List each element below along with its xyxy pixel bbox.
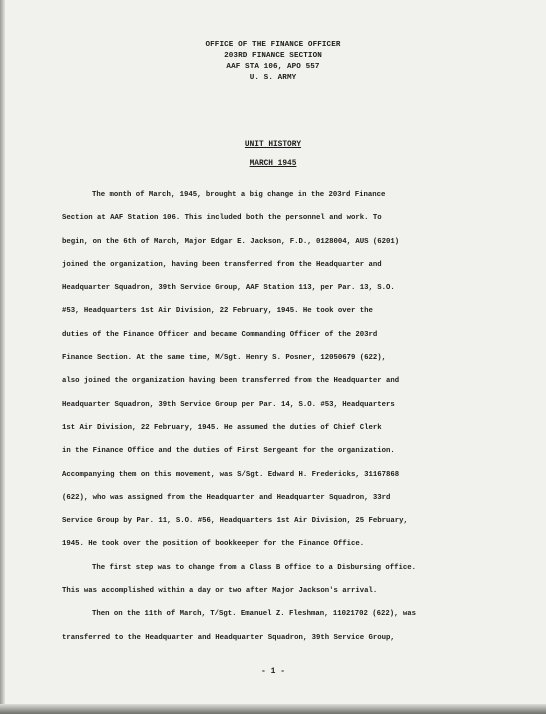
letterhead — [0, 40, 546, 84]
body-line: transferred to the Headquarter and Headquarter Squadron, 39th Service Group, — [62, 633, 395, 642]
body-line: This was accomplished within a day or two after Major Jackson's arrival. — [62, 587, 378, 596]
body-line: joined the organization, having been transferred from the Headquarter and — [62, 260, 382, 269]
body-line: The first step was to change from a Class B office to a Disbursing office. — [92, 563, 417, 572]
page-number: - 1 - — [260, 667, 285, 676]
letterhead-line-station: AAF STA 106, APO 557 — [226, 63, 320, 71]
letterhead-line-section: 203RD FINANCE SECTION — [224, 52, 322, 60]
document-month: MARCH 1945 — [249, 160, 297, 168]
body-line: in the Finance Office and the duties of First Sergeant for the organization. — [62, 447, 395, 456]
document-title: UNIT HISTORY — [244, 141, 302, 149]
title-block — [0, 136, 546, 174]
letterhead-line-office: OFFICE OF THE FINANCE OFFICER — [205, 41, 341, 49]
body-line: begin, on the 6th of March, Major Edgar E. Jackson, F.D., 0128004, AUS (6201) — [62, 237, 400, 246]
body-line: 1945. He took over the position of bookkeeper for the Finance Office. — [62, 540, 365, 549]
body-line: Headquarter Squadron, 39th Service Group per Par. 14, S.O. #53, Headquarters — [62, 400, 395, 409]
body-line: Then on the 11th of March, T/Sgt. Emanuel Z. Fleshman, 11021702 (622), was — [92, 610, 417, 619]
body-line: Headquarter Squadron, 39th Service Group, AAF Station 113, per Par. 13, S.O. — [62, 284, 395, 293]
body-line: (622), who was assigned from the Headquarter and Headquarter Squadron, 33rd — [62, 493, 391, 502]
letterhead-line-army: U. S. ARMY — [249, 74, 297, 82]
scan-edge-bottom — [0, 704, 546, 714]
scan-edge-left — [0, 0, 5, 714]
body-line: Section at AAF Station 106. This included both the personnel and work. To — [62, 214, 382, 223]
body-line: Accompanying them on this movement, was S/Sgt. Edward H. Fredericks, 31167868 — [62, 470, 400, 479]
body-line: duties of the Finance Officer and became Commanding Officer of the 203rd — [62, 330, 378, 339]
body-line: The month of March, 1945, brought a big change in the 203rd Finance — [92, 191, 386, 199]
body-line: 1st Air Division, 22 February, 1945. He assumed the duties of Chief Clerk — [62, 423, 382, 432]
body-line: Finance Section. At the same time, M/Sgt. Henry S. Posner, 12050679 (622), — [62, 354, 387, 363]
body-line: #53, Headquarters 1st Air Division, 22 February, 1945. He took over the — [62, 307, 373, 316]
body-line: Service Group by Par. 11, S.O. #56, Headquarters 1st Air Division, 25 February, — [62, 517, 408, 526]
document-body — [62, 184, 510, 650]
body-line: also joined the organization having been transferred from the Headquarter and — [62, 377, 400, 386]
